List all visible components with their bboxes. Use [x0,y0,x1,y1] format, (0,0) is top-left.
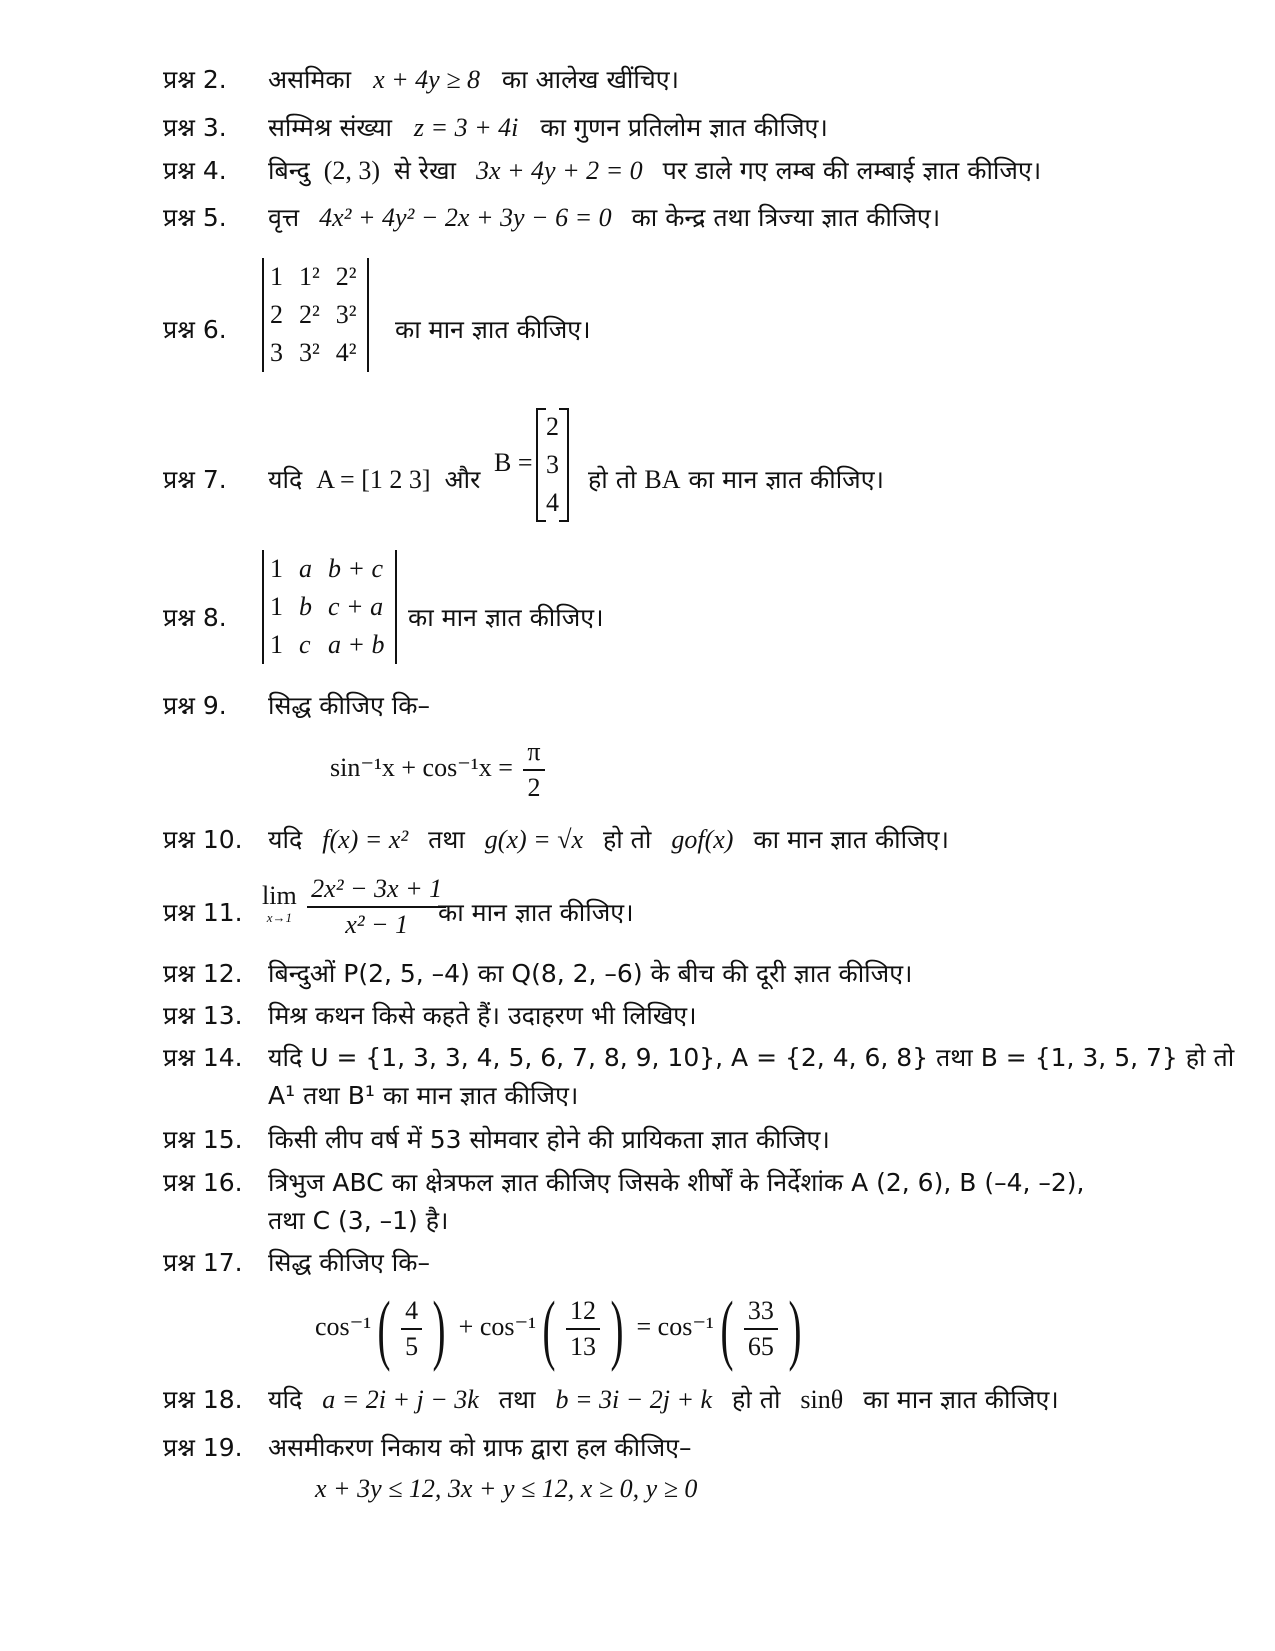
det-cell: a + b [328,630,385,659]
matrix-cell: 4 [546,488,559,517]
question-number: प्रश्न 5. [163,203,227,232]
question-text: हो तो [732,1385,781,1414]
math-expression: z = 3 + 4i [413,113,519,142]
question-text: पर डाले गए लम्ब की लम्बाई ज्ञात कीजिए। [662,156,1042,185]
question-text: सिद्ध कीजिए कि– [268,1248,430,1277]
sine-theta: sinθ [800,1385,844,1414]
question-number: प्रश्न 10. [163,825,243,854]
determinant [262,258,369,372]
question-number: प्रश्न 9. [163,691,227,720]
question-text: से रेखा [394,156,456,185]
question-text: बिन्दु [268,156,310,185]
question-number: प्रश्न 3. [163,113,227,142]
question-text: असमिका [268,65,352,94]
question-text: यदि U = {1, 3, 3, 4, 5, 6, 7, 8, 9, 10}, A = {2, 4, 6, 8} तथा B = {1, 3, 5, 7} हो तो [268,1043,1235,1072]
question-text: का मान ज्ञात कीजिए। [395,315,591,344]
matrix-cell: 3 [546,450,559,479]
arccos-operator: cos⁻¹ [657,1311,714,1341]
question-text: बिन्दुओं P(2, 5, –4) का Q(8, 2, –6) के बीच की दूरी ज्ञात कीजिए। [268,959,913,988]
det-cell: 3 [270,338,283,367]
question-number: प्रश्न 7. [163,465,227,494]
question-text: का मान ज्ञात कीजिए। [753,825,949,854]
question-number: प्रश्न 8. [163,603,227,632]
matrix-cell: 2 [546,412,559,441]
question-text: हो तो [602,825,652,854]
identity-expression: cos⁻¹( $\frac{4}{5}$ ) + cos⁻¹( $\frac{12}{13}$ ) = cos⁻¹( $\frac{33}{65}$ ) [315,1285,802,1372]
question-number: प्रश्न 11. [163,898,243,927]
question-text: असमीकरण निकाय को ग्राफ द्वारा हल कीजिए– [268,1433,692,1462]
column-matrix [536,408,569,522]
question-text: और [444,465,481,494]
det-cell: 1 [270,630,283,659]
identity-lhs: sin⁻¹x + cos⁻¹x = [330,752,513,782]
det-cell: 1² [299,262,320,291]
question-text: यदि [268,825,303,854]
math-expression: 4x² + 4y² − 2x + 3y − 6 = 0 [319,203,612,232]
question-text: का मान ज्ञात कीजिए। [688,465,885,494]
limit-operator: lim [262,881,297,910]
question-text: तथा C (3, –1) है। [268,1206,449,1235]
question-text: का मान ज्ञात कीजिए। [408,603,604,632]
question-text: सम्मिश्र संख्या [268,113,392,142]
question-number: प्रश्न 16. [163,1168,243,1197]
question-number: प्रश्न 4. [163,156,227,185]
question-text: तथा [498,1385,536,1414]
question-number: प्रश्न 14. [163,1043,243,1072]
det-cell: 3² [335,300,357,329]
equals-sign: = [636,1311,652,1341]
vector-b: b = 3i − 2j + k [555,1385,713,1414]
question-text: का केन्द्र तथा त्रिज्या ज्ञात कीजिए। [631,203,941,232]
question-text: सिद्ध कीजिए कि– [268,691,430,720]
det-cell: 1 [270,554,283,583]
arccos-operator: cos⁻¹ [315,1311,372,1341]
math-expression: 3x + 4y + 2 = 0 [475,156,643,185]
question-number: प्रश्न 17. [163,1248,243,1277]
fraction: $\frac{\pi}{2}$ [523,735,544,805]
question-number: प्रश्न 15. [163,1125,243,1154]
question-text: का गुणन प्रतिलोम ज्ञात कीजिए। [540,113,828,142]
det-cell: 2 [270,300,283,329]
function-g: g(x) = √x [484,825,584,854]
arccos-operator: cos⁻¹ [479,1311,537,1341]
question-text: A¹ तथा B¹ का मान ज्ञात कीजिए। [268,1081,579,1110]
composite-function: gof(x) [671,825,734,854]
det-cell: 1 [270,262,283,291]
fraction: $\frac{4}{5}$ [401,1294,422,1364]
point-coordinates: (2, 3) [323,156,381,185]
determinant [262,550,397,664]
limit-subscript: x→1 [266,910,292,925]
question-number: प्रश्न 13. [163,1001,243,1030]
det-cell: 2² [335,262,357,291]
question-text: का आलेख खींचिए। [501,65,680,94]
det-cell: b [299,592,312,621]
identity-expression [330,735,549,805]
det-cell: c [299,630,311,659]
product-ba: BA [644,465,681,494]
fraction: $\frac{33}{65}$ [744,1294,778,1364]
inequality-system: x + 3y ≤ 12, 3x + y ≤ 12, x ≥ 0, y ≥ 0 [315,1474,698,1503]
det-cell: 3² [299,338,320,367]
det-cell: a [299,554,312,583]
det-cell: 4² [335,338,357,367]
question-text: यदि [268,465,303,494]
question-text: का मान ज्ञात कीजिए। [863,1385,1059,1414]
question-text: त्रिभुज ABC का क्षेत्रफल ज्ञात कीजिए जिसके शीर्षों के निर्देशांक A (2, 6), B (–4, –2), [268,1168,1085,1197]
fraction: $\frac{12}{13}$ [566,1294,600,1364]
fraction: $\frac{\text{2x² − 3x + 1}}{\text{x² − 1}}$ [307,872,446,942]
question-text: तथा [428,825,465,854]
question-number: प्रश्न 18. [163,1385,243,1414]
det-cell: b + c [328,554,384,583]
matrix-b-label: B = [494,448,533,477]
question-text: का मान ज्ञात कीजिए। [438,898,634,927]
vector-a: a = 2i + j − 3k [322,1385,479,1414]
limit-expression [262,872,450,942]
function-f: f(x) = x² [322,825,409,854]
question-number: प्रश्न 12. [163,959,243,988]
question-number: प्रश्न 6. [163,315,227,344]
question-text: हो तो [588,465,637,494]
question-number: प्रश्न 2. [163,65,227,94]
det-cell: c + a [328,592,384,621]
question-text: किसी लीप वर्ष में 53 सोमवार होने की प्रायिकता ज्ञात कीजिए। [268,1125,830,1154]
question-number: प्रश्न 19. [163,1433,243,1462]
question-text: मिश्र कथन किसे कहते हैं। उदाहरण भी लिखिए। [268,1001,697,1030]
question-text: वृत्त [268,203,300,232]
math-expression: x + 4y ≥ 8 [373,65,480,94]
matrix-a: A = [1 2 3] [316,465,431,494]
det-cell: 2² [299,300,320,329]
det-cell: 1 [270,592,283,621]
question-text: यदि [268,1385,303,1414]
plus-sign: + [458,1311,474,1341]
